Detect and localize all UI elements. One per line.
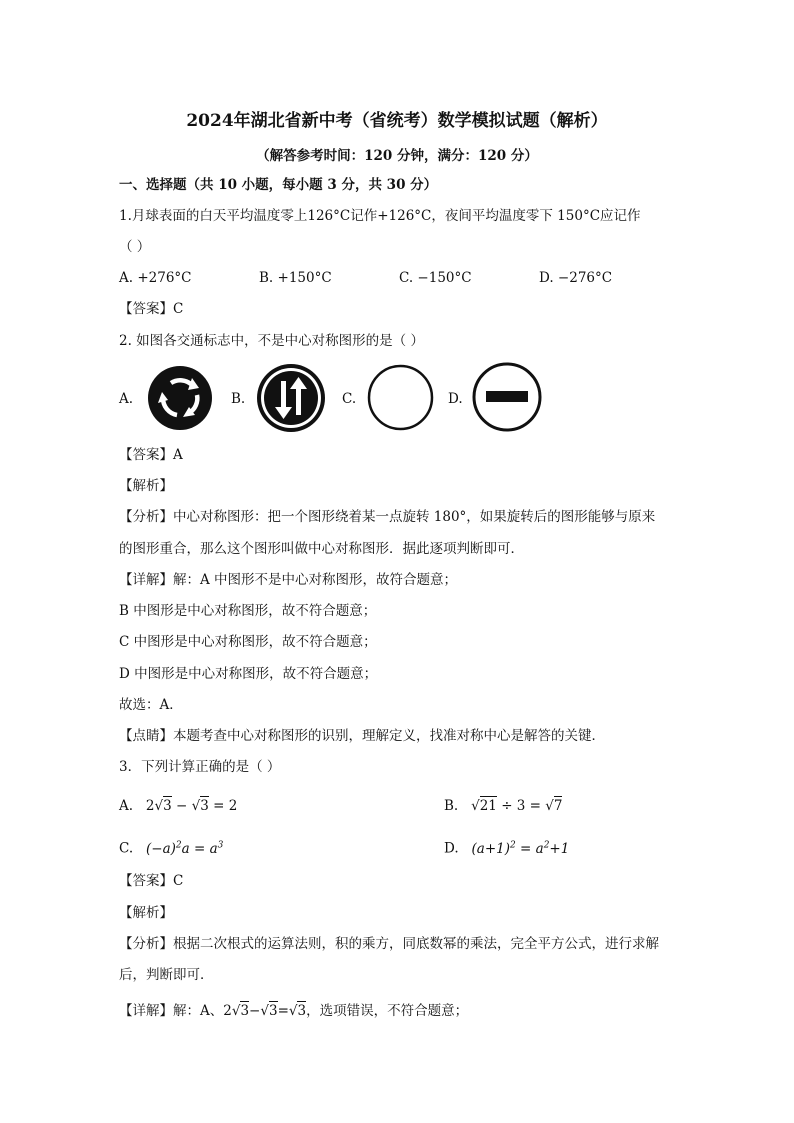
q1-option-a: A. +276°C <box>119 270 192 286</box>
q2-answer: 【答案】A <box>119 447 183 463</box>
q1-option-b: B. +150°C <box>259 270 332 286</box>
q2-detail-line4: D 中图形是中心对称图形，故不符合题意； <box>119 666 378 682</box>
q2-choose: 故选：A． <box>119 697 183 713</box>
q3-analysis-line2: 后，判断即可． <box>119 967 214 983</box>
q3-formula-d: $(a+1)^2 = a^2+1$ <box>471 840 570 857</box>
q3-detail-line1: 【详解】解：A、2√3−√3=√3，选项错误，不符合题意； <box>119 1003 469 1019</box>
page-title: 2024年湖北省新中考（省统考）数学模拟试题（解析） <box>186 111 608 131</box>
q2-label-b: B. <box>231 391 246 407</box>
q3-option-b <box>444 797 562 815</box>
q3-answer: 【答案】C <box>119 873 184 889</box>
roundabout-sign-icon <box>147 365 213 431</box>
two-way-traffic-sign-icon <box>256 363 326 433</box>
q2-jiexi: 【解析】 <box>119 478 173 494</box>
q1-option-d: D. −276°C <box>539 270 613 286</box>
q1-paren: （ ） <box>119 239 151 255</box>
q1-answer: 【答案】C <box>119 301 184 317</box>
q3-label-c: C. <box>119 840 134 857</box>
q2-label-d: D. <box>448 391 463 407</box>
q3-label-a: A. <box>119 798 134 814</box>
section-heading: 一、选择题（共 10 小题，每小题 3 分，共 30 分） <box>119 177 438 193</box>
q2-detail-line1: 【详解】解：A 中图形不是中心对称图形，故符合题意； <box>119 572 458 588</box>
q3-detail-formula: 2√3−√3=√3 <box>223 1003 307 1019</box>
q2-detail-line2: B 中图形是中心对称图形，故不符合题意； <box>119 603 377 619</box>
q1-stem: 1.月球表面的白天平均温度零上126°C记作+126°C，夜间平均温度零下 150°C应记作 <box>119 208 641 224</box>
q3-formula-b: √21 ÷ 3 = √7 <box>471 798 563 814</box>
empty-circle-sign-icon <box>367 364 434 431</box>
page-subtitle: （解答参考时间：120 分钟，满分：120 分） <box>256 148 538 164</box>
q2-analysis-line1: 【分析】中心对称图形：把一个图形绕着某一点旋转 180°，如果旋转后的图形能够与原来 <box>119 509 656 525</box>
q3-label-d: D. <box>444 840 459 857</box>
q2-comment: 【点睛】本题考查中心对称图形的识别，理解定义，找准对称中心是解答的关键． <box>119 728 605 744</box>
q2-analysis-line2: 的图形重合，那么这个图形叫做中心对称图形．据此逐项判断即可． <box>119 541 524 557</box>
q3-formula-c: $(-a)^2a = a^3$ <box>146 840 224 857</box>
q3-stem: 3．下列计算正确的是（ ） <box>119 759 281 775</box>
q2-stem: 2. 如图各交通标志中，不是中心对称图形的是（ ） <box>119 333 424 349</box>
q3-option-c <box>119 836 223 858</box>
q3-option-a <box>119 797 237 815</box>
q2-label-c: C. <box>342 391 357 407</box>
q2-label-a: A. <box>119 391 134 407</box>
q2-detail-line3: C 中图形是中心对称图形，故不符合题意； <box>119 634 377 650</box>
q3-label-b: B. <box>444 798 459 814</box>
q3-formula-a: 2√3 − √3 = 2 <box>145 798 238 814</box>
q3-jiexi: 【解析】 <box>119 905 173 921</box>
q1-option-c: C. −150°C <box>399 270 472 286</box>
no-entry-sign-icon <box>472 362 542 432</box>
q3-analysis-line1: 【分析】根据二次根式的运算法则，积的乘方，同底数幂的乘法，完全平方公式，进行求解 <box>119 936 659 952</box>
q3-option-d <box>444 836 569 858</box>
